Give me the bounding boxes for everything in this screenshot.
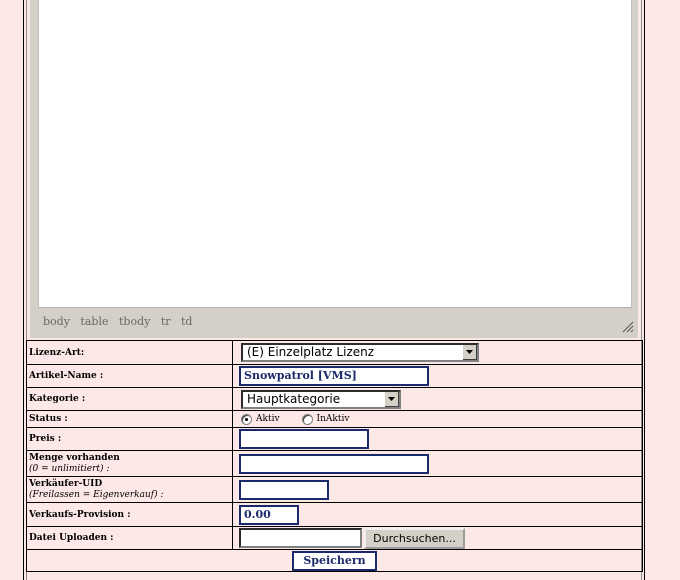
form-row-article-name bbox=[27, 365, 643, 388]
path-item-body[interactable]: body bbox=[43, 315, 70, 328]
form-row-submit bbox=[27, 550, 643, 572]
file-upload-label: Datei Uploaden : bbox=[27, 527, 233, 550]
path-item-tbody[interactable]: tbody bbox=[118, 315, 151, 328]
form-row-quantity bbox=[27, 451, 643, 477]
category-select-value: Hauptkategorie bbox=[247, 391, 341, 406]
quantity-label: Menge vorhanden bbox=[29, 452, 120, 463]
status-radio-inactive[interactable] bbox=[302, 414, 313, 425]
price-label: Preis : bbox=[27, 428, 233, 451]
seller-uid-label-cell bbox=[27, 477, 233, 503]
commission-label: Verkaufs-Provision : bbox=[27, 503, 233, 527]
license-label: Lizenz-Art: bbox=[27, 341, 233, 365]
article-form bbox=[26, 340, 643, 572]
chevron-down-icon[interactable] bbox=[462, 345, 477, 360]
status-radio-group bbox=[239, 414, 642, 425]
editor-content-area[interactable] bbox=[38, 0, 632, 308]
path-item-td[interactable]: td bbox=[181, 315, 193, 328]
file-path-input[interactable] bbox=[239, 528, 362, 548]
editor-element-path bbox=[43, 315, 199, 328]
status-option-inactive-label: InAktiv bbox=[316, 414, 350, 424]
resize-grip-icon[interactable] bbox=[622, 321, 634, 333]
seller-uid-label: Verkäufer-UID bbox=[29, 478, 103, 489]
quantity-input[interactable] bbox=[239, 454, 429, 474]
seller-uid-hint: (Freilassen = Eigenverkauf) : bbox=[29, 489, 164, 500]
seller-uid-input[interactable] bbox=[239, 480, 329, 500]
form-row-price bbox=[27, 428, 643, 451]
quantity-label-cell bbox=[27, 451, 233, 477]
category-label: Kategorie : bbox=[27, 388, 233, 411]
form-row-category bbox=[27, 388, 643, 411]
file-upload-control bbox=[239, 528, 642, 549]
browse-button[interactable]: Durchsuchen... bbox=[364, 528, 465, 549]
form-row-commission bbox=[27, 503, 643, 527]
save-button[interactable]: Speichern bbox=[292, 551, 376, 571]
commission-input[interactable]: 0.00 bbox=[239, 505, 299, 525]
chevron-down-icon[interactable] bbox=[384, 392, 399, 407]
status-radio-active[interactable] bbox=[241, 414, 252, 425]
form-row-license bbox=[27, 341, 643, 365]
rich-text-editor bbox=[30, 0, 638, 338]
price-input[interactable] bbox=[239, 429, 369, 449]
category-select[interactable] bbox=[241, 390, 401, 409]
license-select[interactable] bbox=[241, 343, 479, 362]
form-row-status bbox=[27, 411, 643, 428]
quantity-hint: (0 = unlimitiert) : bbox=[29, 463, 110, 474]
form-row-seller-uid bbox=[27, 477, 643, 503]
status-label: Status : bbox=[27, 411, 233, 428]
path-item-table[interactable]: table bbox=[80, 315, 109, 328]
path-item-tr[interactable]: tr bbox=[160, 315, 171, 328]
frame-line-right-outer bbox=[644, 0, 645, 580]
form-row-file-upload bbox=[27, 527, 643, 550]
license-select-value: (E) Einzelplatz Lizenz bbox=[247, 345, 375, 359]
article-name-label: Artikel-Name : bbox=[27, 365, 233, 388]
status-option-active-label: Aktiv bbox=[256, 414, 280, 424]
frame-line-left-outer bbox=[23, 0, 24, 580]
article-name-input[interactable]: Snowpatrol [VMS] bbox=[239, 366, 429, 386]
